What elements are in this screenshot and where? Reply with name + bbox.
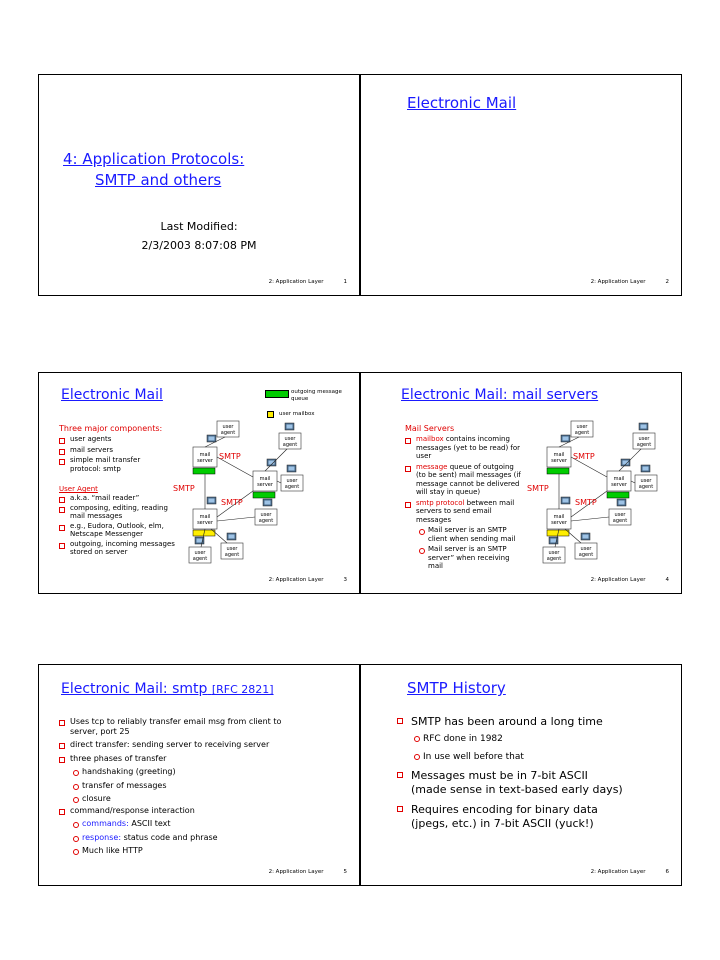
computer-icon xyxy=(207,497,216,504)
page-number: 6 xyxy=(665,869,669,875)
slide-4 xyxy=(360,372,682,594)
user-agent-label: agent xyxy=(638,484,654,490)
connection-line xyxy=(277,481,281,483)
connection-line xyxy=(631,481,635,483)
user-agent-label: agent xyxy=(546,556,562,562)
phases-text: three phases of transfer xyxy=(70,753,167,763)
page-number: 1 xyxy=(343,279,347,285)
mail-server-label: server xyxy=(551,520,567,526)
slide-footer xyxy=(591,577,669,583)
smtp-label: SMTP xyxy=(221,498,243,507)
footer-text: 2: Application Layer xyxy=(590,279,646,285)
user-agent-label: agent xyxy=(282,442,298,448)
mail-server-label: mail xyxy=(613,476,625,482)
slide-6-title: SMTP History xyxy=(407,679,506,697)
user-agent-label: agent xyxy=(612,518,628,524)
slide-footer xyxy=(269,869,347,875)
footer-text: 2: Application Layer xyxy=(268,279,324,285)
computer-icon xyxy=(227,533,236,540)
slide-5-title xyxy=(61,681,274,697)
phases-sub-list xyxy=(70,767,309,804)
mail-server-label: server xyxy=(197,458,213,464)
slide-footer xyxy=(591,869,669,875)
footer-text: 2: Application Layer xyxy=(590,577,646,583)
user-agent-label: user xyxy=(260,512,272,518)
queue-legend-label: outgoing message queue xyxy=(291,389,342,402)
user-agent-label: user xyxy=(614,512,626,518)
user-agent-label: user xyxy=(548,550,560,556)
mail-server-label: mail xyxy=(553,514,565,520)
list-item xyxy=(397,803,681,831)
list-item: direct transfer: sending server to receiving server xyxy=(59,740,270,750)
user-agent-list xyxy=(59,494,197,557)
slide-6 xyxy=(360,664,682,886)
user-agent-label: user xyxy=(576,424,588,430)
smtp-protocol-term: smtp protocol xyxy=(416,498,465,507)
message-queue-icon xyxy=(193,468,215,474)
list-item: Mail server is an SMTP server” when receiving mail xyxy=(416,545,523,571)
interaction-sub-list xyxy=(70,819,309,856)
mail-servers-heading: Mail Servers xyxy=(405,424,455,433)
footer-text: 2: Application Layer xyxy=(590,869,646,875)
smtp-label: SMTP xyxy=(573,452,595,461)
list-item xyxy=(59,806,309,856)
list-item: composing, editing, reading mail messages xyxy=(59,504,180,521)
list-item: a.k.a. “mail reader” xyxy=(59,494,197,503)
computer-icon xyxy=(641,465,650,472)
connection-line xyxy=(571,517,609,521)
mail-server-label: mail xyxy=(199,514,211,520)
list-item: Much like HTTP xyxy=(70,846,309,856)
message-queue-icon xyxy=(607,492,629,498)
list-item xyxy=(397,769,681,797)
history-sub-list xyxy=(411,733,681,763)
computer-icon xyxy=(639,423,648,430)
list-item xyxy=(59,754,309,804)
slide-1 xyxy=(38,74,360,296)
slide-2-title: Electronic Mail xyxy=(407,94,517,112)
list-item xyxy=(70,833,309,843)
list-item: simple mail transfer protocol: smtp xyxy=(59,456,165,473)
computer-icon xyxy=(207,435,216,442)
commands-term: commands: xyxy=(82,819,129,828)
list-item: RFC done in 1982 xyxy=(411,733,681,745)
slide-footer xyxy=(591,279,669,285)
message-term: message xyxy=(416,462,448,471)
list-item: outgoing, incoming messages stored on server xyxy=(59,540,185,557)
last-modified-label: Last Modified: xyxy=(160,220,238,233)
user-agent-label: agent xyxy=(578,552,594,558)
list-item: mail servers xyxy=(59,446,199,455)
page-number: 2 xyxy=(665,279,669,285)
smtp-list xyxy=(59,717,309,856)
message-desc: queue of outgoing (to be sent) mail messages (if message cannot be delivered will stay in queue) xyxy=(416,462,521,496)
slide-1-title-line1: 4: Application Protocols: xyxy=(63,150,245,168)
mail-diagram xyxy=(527,417,681,577)
list-item: closure xyxy=(70,794,309,804)
page-number: 4 xyxy=(665,577,669,583)
computer-icon xyxy=(617,499,626,506)
components-heading: Three major components: xyxy=(59,424,163,433)
user-agent-label: user xyxy=(284,436,296,442)
mail-server-label: server xyxy=(551,458,567,464)
list-item: transfer of messages xyxy=(70,781,309,791)
mail-diagram xyxy=(173,417,327,577)
user-agent-label: agent xyxy=(192,556,208,562)
mailbox-desc: contains incoming messages (yet to be read) for user xyxy=(416,435,521,460)
list-item: handshaking (greeting) xyxy=(70,767,309,777)
user-agent-label: user xyxy=(638,436,650,442)
smtp-label: SMTP xyxy=(527,484,549,493)
mail-server-label: mail xyxy=(199,452,211,458)
slide-4-title: Electronic Mail: mail servers xyxy=(401,387,599,403)
slide-3 xyxy=(38,372,360,594)
list-item xyxy=(405,435,523,461)
mail-server-label: server xyxy=(611,482,627,488)
slide-footer xyxy=(269,279,347,285)
smtp-label: SMTP xyxy=(575,498,597,507)
computer-icon xyxy=(267,459,276,466)
list-item: Mail server is an SMTP client when sending mail xyxy=(416,526,523,543)
commands-desc: ASCII text xyxy=(128,819,171,828)
smtp-protocol-desc: between mail servers to send email messages xyxy=(416,498,515,524)
list-item xyxy=(70,819,309,829)
slide-3-title: Electronic Mail xyxy=(61,387,163,403)
response-term: response: xyxy=(82,832,122,842)
user-agent-label: agent xyxy=(220,430,236,436)
history-b3: Requires encoding for binary data xyxy=(411,803,598,816)
list-item: e.g., Eudora, Outlook, elm, Netscape Messenger xyxy=(59,522,185,539)
user-agent-label: user xyxy=(226,546,238,552)
history-b2: Messages must be in 7-bit ASCII xyxy=(411,769,588,782)
interaction-text: command/response interaction xyxy=(70,805,195,815)
smtp-label: SMTP xyxy=(219,452,241,461)
user-agent-heading: User Agent xyxy=(59,485,98,493)
mail-server-label: server xyxy=(257,482,273,488)
user-agent-label: agent xyxy=(224,552,240,558)
response-desc: status code and phrase xyxy=(121,832,218,842)
slide-1-title-line2: SMTP and others xyxy=(95,171,222,189)
message-queue-icon xyxy=(547,468,569,474)
user-agent-label: agent xyxy=(258,518,274,524)
mail-server-label: mail xyxy=(553,452,565,458)
computer-icon xyxy=(263,499,272,506)
smtp-label: SMTP xyxy=(173,484,195,493)
computer-icon xyxy=(621,459,630,466)
mail-server-label: mail xyxy=(259,476,271,482)
message-queue-icon xyxy=(253,492,275,498)
user-agent-label: agent xyxy=(636,442,652,448)
computer-icon xyxy=(581,533,590,540)
last-modified-date: 2/3/2003 8:07:08 PM xyxy=(141,239,257,252)
history-list xyxy=(397,715,681,831)
computer-icon xyxy=(561,435,570,442)
slide-2 xyxy=(360,74,682,296)
user-agent-label: user xyxy=(286,478,298,484)
connection-line xyxy=(217,517,255,521)
slide-5-title-text: Electronic Mail: smtp xyxy=(61,681,208,697)
mailbox-legend-label: user mailbox xyxy=(279,411,315,417)
smtp-sub-list xyxy=(416,526,523,571)
list-item: In use well before that xyxy=(411,751,681,763)
user-agent-label: agent xyxy=(574,430,590,436)
page-number: 5 xyxy=(343,869,347,875)
history-b3-cont: (jpegs, etc.) in 7-bit ASCII (yuck!) xyxy=(411,817,594,830)
user-agent-label: agent xyxy=(284,484,300,490)
user-agent-label: user xyxy=(640,478,652,484)
slide-5-title-ref: [RFC 2821] xyxy=(211,683,274,696)
computer-icon xyxy=(285,423,294,430)
list-item xyxy=(405,499,523,571)
list-item: user agents xyxy=(59,435,199,444)
user-agent-label: user xyxy=(580,546,592,552)
list-item xyxy=(397,715,681,763)
history-b2-cont: (made sense in text-based early days) xyxy=(411,783,623,796)
computer-icon xyxy=(561,497,570,504)
footer-text: 2: Application Layer xyxy=(268,869,324,875)
history-b1: SMTP has been around a long time xyxy=(411,715,603,728)
page-number: 3 xyxy=(343,577,347,583)
mail-servers-list xyxy=(405,435,523,571)
mail-server-label: server xyxy=(197,520,213,526)
list-item xyxy=(405,463,523,497)
user-agent-label: user xyxy=(222,424,234,430)
footer-text: 2: Application Layer xyxy=(268,577,324,583)
list-item: Uses tcp to reliably transfer email msg from client to server, port 25 xyxy=(59,717,309,736)
queue-legend-icon xyxy=(265,390,289,398)
mailbox-term: mailbox xyxy=(416,435,444,443)
user-agent-label: user xyxy=(194,550,206,556)
slide-footer xyxy=(269,577,347,583)
slide-5 xyxy=(38,664,360,886)
components-list xyxy=(59,435,199,473)
computer-icon xyxy=(287,465,296,472)
